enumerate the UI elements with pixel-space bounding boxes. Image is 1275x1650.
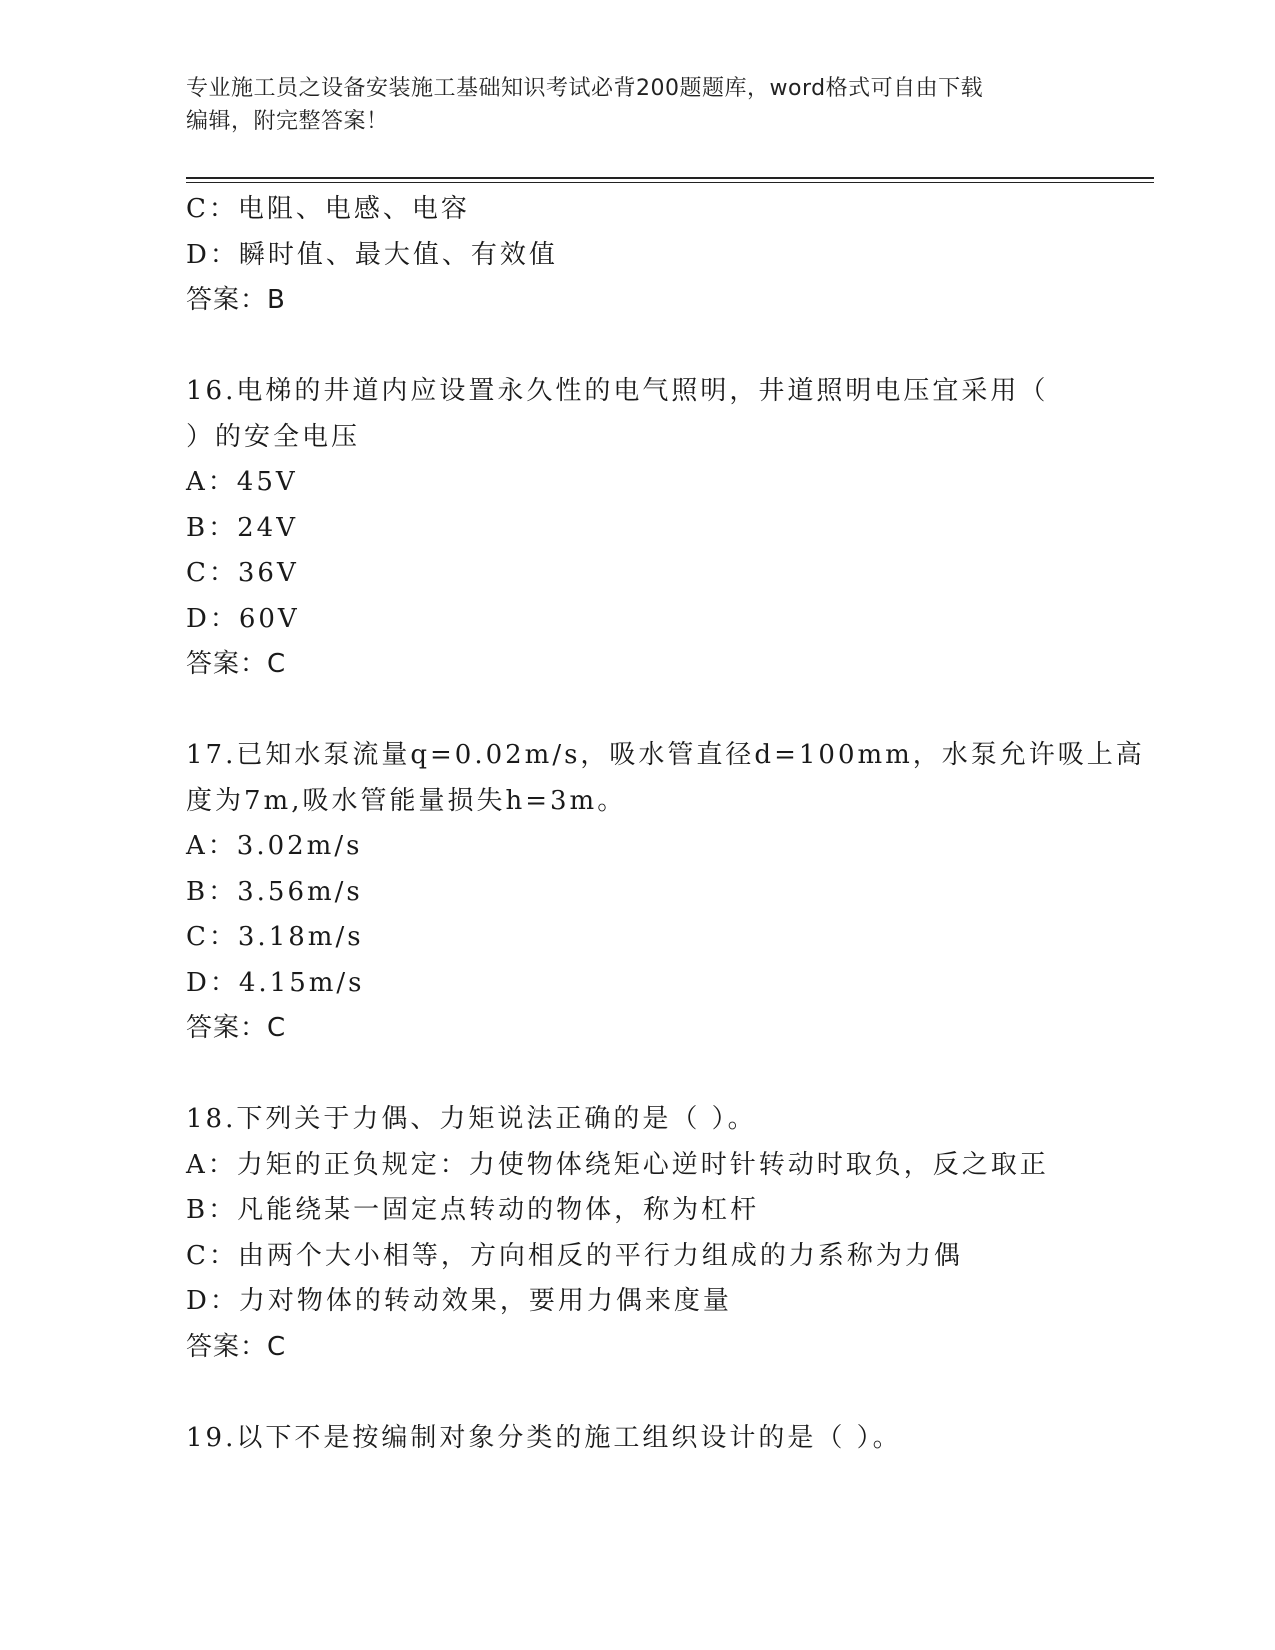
option-a: A：力矩的正负规定：力使物体绕矩心逆时针转动时取负，反之取正	[186, 1149, 1049, 1180]
question-content	[186, 187, 1145, 1461]
header-divider-thick	[186, 177, 1154, 179]
option-a: A：45V	[186, 467, 298, 497]
option-a: A：3.02m/s	[186, 831, 363, 861]
header-title-line-1: 专业施工员之设备安装施工基础知识考试必背200题题库，word格式可自由下载	[186, 76, 984, 101]
answer-line: 答案：C	[186, 649, 287, 679]
option-b: B：3.56m/s	[186, 876, 363, 907]
option-b: B：凡能绕某一固定点转动的物体，称为杠杆	[186, 1195, 760, 1225]
option-c: C：电阻、电感、电容	[186, 194, 470, 224]
option-d: D：瞬时值、最大值、有效值	[186, 239, 558, 270]
question-15	[186, 187, 1066, 324]
question-stem-line-2: ）的安全电压	[186, 421, 361, 452]
option-d: D：力对物体的转动效果，要用力偶来度量	[186, 1286, 732, 1316]
question-stem-line-1: 16.电梯的井道内应设置永久性的电气照明，井道照明电压宜采用（	[186, 376, 1049, 406]
question-17	[186, 733, 1145, 1052]
header-title-line-2: 编辑，附完整答案！	[186, 109, 389, 134]
page-header	[186, 72, 1086, 138]
question-stem-line-1: 17.已知水泵流量q=0.02m/s，吸水管直径d=100mm，水泵允许吸上高	[186, 740, 1145, 770]
question-stem-line-2: 度为7m,吸水管能量损失h=3m。	[186, 785, 627, 816]
question-stem-line-1: 18.下列关于力偶、力矩说法正确的是（ ）。	[186, 1104, 757, 1134]
option-c: C：3.18m/s	[186, 922, 364, 952]
question-16	[186, 369, 1066, 688]
answer-line: 答案：C	[186, 1013, 287, 1043]
option-b: B：24V	[186, 512, 298, 543]
question-19	[186, 1416, 1066, 1462]
option-d: D：60V	[186, 603, 300, 634]
spacer	[186, 324, 1066, 370]
header-divider-thin	[186, 182, 1154, 183]
question-stem-line-1: 19.以下不是按编制对象分类的施工组织设计的是（ ）。	[186, 1422, 902, 1453]
question-18	[186, 1097, 1066, 1370]
option-c: C：36V	[186, 558, 299, 588]
spacer	[186, 1370, 1066, 1416]
option-d: D：4.15m/s	[186, 967, 365, 998]
answer-line: 答案：C	[186, 1331, 287, 1362]
option-c: C：由两个大小相等，方向相反的平行力组成的力系称为力偶	[186, 1240, 963, 1271]
spacer	[186, 1052, 1066, 1098]
answer-line: 答案：B	[186, 285, 286, 315]
spacer	[186, 688, 1066, 734]
